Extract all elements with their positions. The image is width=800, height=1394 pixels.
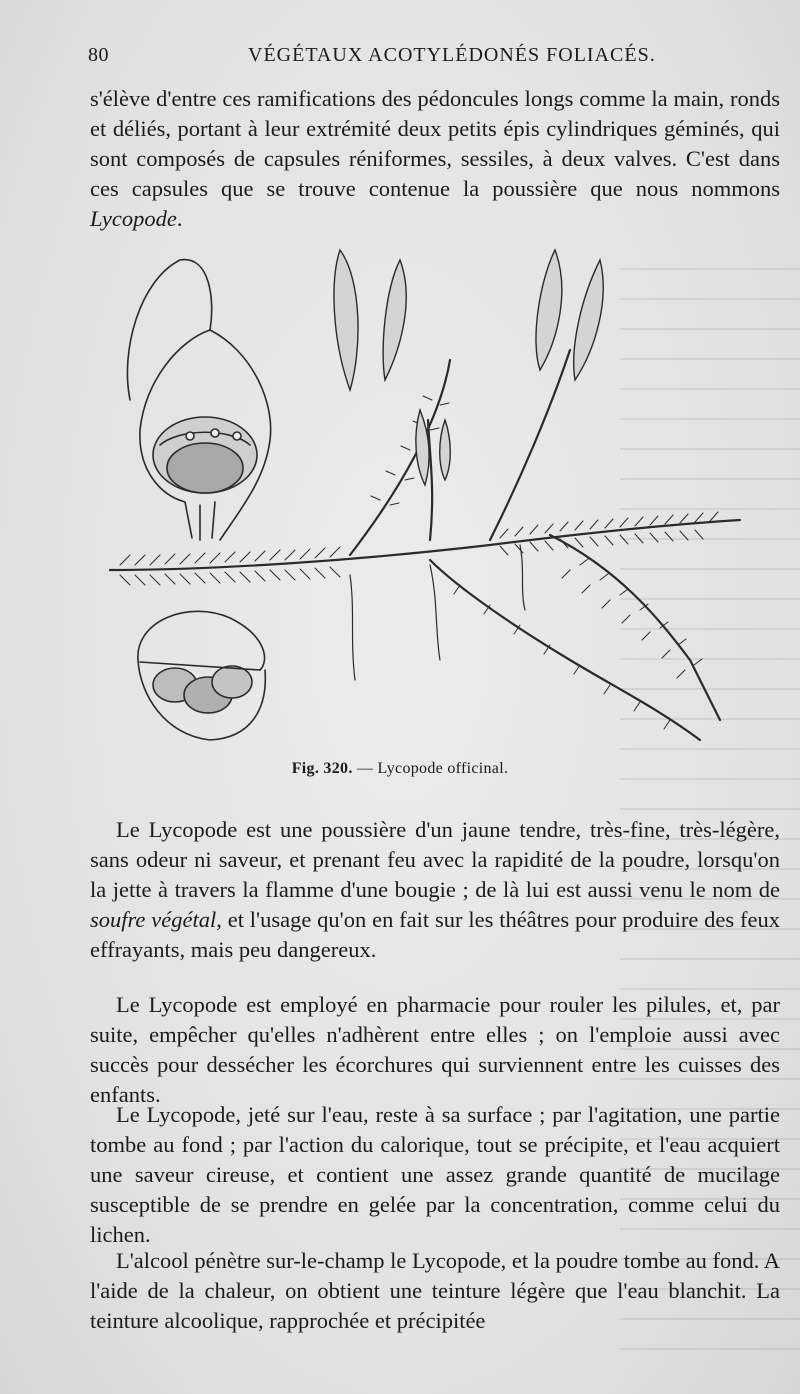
running-title: VÉGÉTAUX ACOTYLÉDONÉS FOLIACÉS. [248, 44, 656, 66]
lycopodium-illustration [100, 240, 760, 760]
strobili [334, 250, 603, 485]
paragraph-text: s'élève d'entre ces ramifications des pédoncules longs comme la main, ronds et déliés, portant à leur extrémité deux petits épis cylindriques géminés, qui sont composés de capsules réniformes, sessiles, à deux valves. C'est dans ces capsules que se trouve contenue la poussière que nous nommons [90, 86, 780, 201]
roots [350, 545, 525, 680]
capsule-detail-bottom [138, 611, 265, 740]
italic-term: Lycopode [90, 206, 177, 231]
paragraph-5: L'alcool pénètre sur-le-champ le Lycopode, et la poudre tombe au fond. A l'aide de la chaleur, on obtient une teinture légère que l'eau blanchit. La teinture alcoolique, rapprochée et précipitée [90, 1248, 780, 1333]
paragraph-3: Le Lycopode est employé en pharmacie pour rouler les pilules, et, par suite, empêcher qu'elles n'adhèrent entre elles ; on l'emploie aussi avec succès pour dessécher les écorchures qui surviennent entre les cuisses des enfants. [90, 992, 780, 1107]
italic-term: soufre végétal [90, 907, 217, 932]
paragraph-text: , et l'usage qu'on en fait sur les théâtres pour produire des feux effrayants, mais peu dangereux. [90, 907, 780, 962]
paragraph-text: . [176, 206, 183, 231]
page-number: 80 [88, 44, 109, 66]
paragraph-4: Le Lycopode, jeté sur l'eau, reste à sa surface ; par l'agitation, une partie tombe au fond ; par l'action du calorique, tout se précipite, et l'eau acquiert une saveur cireuse, et contient une assez grande quantité de mucilage susceptible de se prendre en gelée par la concentration, comme celui du lichen. [90, 1102, 780, 1247]
paragraph-continuation [90, 84, 780, 234]
figure-number: Fig. 320. [291, 760, 353, 777]
paragraph-2 [90, 815, 780, 965]
figure-caption [0, 760, 800, 778]
paragraph-text: Le Lycopode est une poussière d'un jaune tendre, très-fine, très-légère, sans odeur ni saveur, et prenant feu avec la rapidité de la poudre, lorsqu'on la jette à travers la flamme d'une bougie ; de là lui est aussi venu le nom de [90, 817, 780, 902]
capsule-detail-top [127, 260, 270, 540]
page-header [88, 40, 728, 70]
figure-title: — Lycopode officinal. [356, 760, 509, 777]
